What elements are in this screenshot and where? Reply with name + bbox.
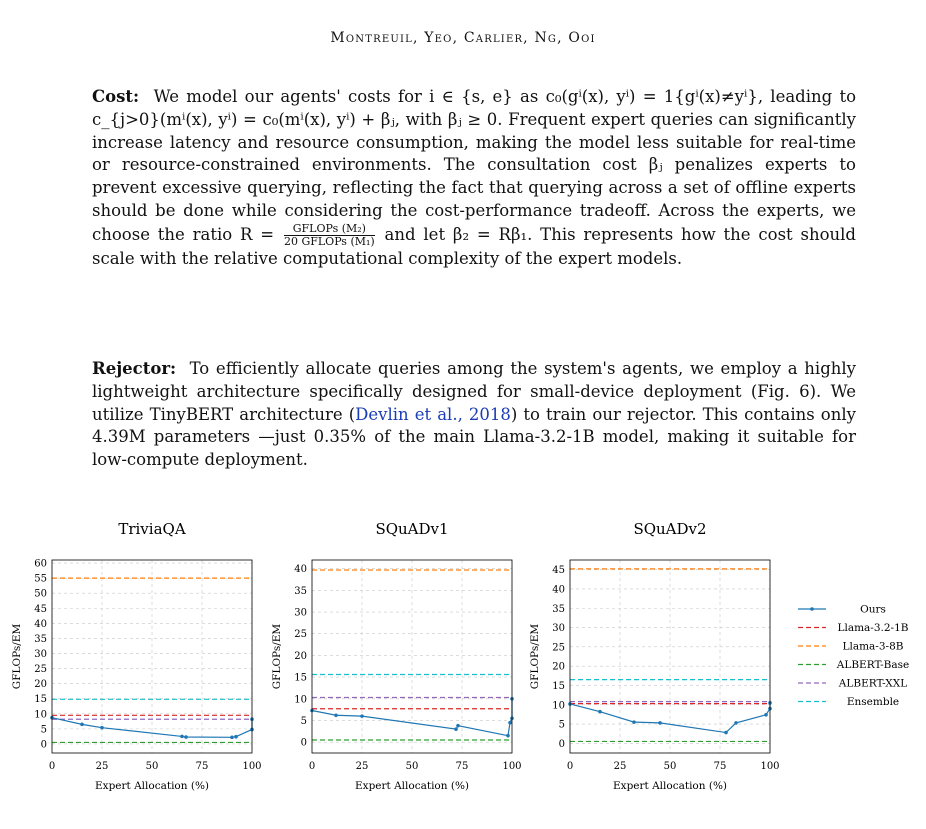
- data-point: [598, 710, 602, 714]
- y-tick-label: 25: [34, 664, 47, 676]
- chart-panel-2: [529, 520, 780, 792]
- x-tick-label: 0: [566, 761, 574, 772]
- y-tick-label: 20: [34, 679, 47, 691]
- y-tick-label: 10: [294, 694, 307, 706]
- cost-line2: c_{j>0}(mⁱ(x), yⁱ) = c₀(mⁱ(x), yⁱ) + βⱼ, with βⱼ ≥ 0. Frequent expert queries can significantly increase latency and resource consumption, making the model less suitable for real-time or resource-constrained environments. The consultation cost βⱼ penalizes experts to prevent excessive querying, reflecting the fact that querying across a set of offline experts should be done while considering the cost-performance tradeoff. Across the experts, we choose the: [92, 109, 856, 244]
- y-tick-label: 35: [294, 585, 307, 597]
- data-point: [456, 724, 460, 728]
- y-tick-label: 40: [294, 564, 307, 576]
- data-point: [454, 727, 458, 731]
- y-tick-label: 5: [558, 719, 565, 731]
- data-point: [724, 731, 728, 735]
- y-tick-label: 35: [552, 603, 565, 615]
- x-tick-label: 50: [663, 761, 677, 772]
- y-tick-label: 0: [558, 738, 565, 750]
- y-tick-label: 40: [34, 618, 47, 630]
- x-tick-label: 25: [95, 761, 109, 772]
- x-tick-label: 75: [713, 761, 727, 772]
- y-tick-label: 20: [552, 661, 565, 673]
- y-tick-label: 15: [552, 680, 565, 692]
- cost-paragraph: [92, 86, 856, 271]
- cost-line1: We model our agents' costs for i ∈ {s, e} as c₀(gⁱ(x), yⁱ) = 1{gⁱ(x)≠yⁱ}, leading to: [153, 87, 857, 106]
- data-point: [764, 713, 768, 717]
- ratio-prefix: ratio R =: [192, 224, 275, 244]
- y-tick-label: 10: [552, 700, 565, 712]
- chart-title: SQuADv1: [375, 520, 449, 538]
- legend-label: Ours: [860, 603, 886, 616]
- data-point: [100, 726, 104, 730]
- data-point: [508, 721, 512, 725]
- data-point: [506, 734, 510, 738]
- y-tick-label: 20: [294, 650, 307, 662]
- citation-link[interactable]: Devlin et al., 2018: [355, 404, 511, 424]
- ratio-suffix: and let β₂ = Rβ₁. This represents how the cost should scale with the relative computational complexity of the expert models.: [92, 224, 856, 268]
- data-point: [734, 721, 738, 725]
- y-tick-label: 35: [34, 633, 47, 645]
- fraction-denominator: 20 GFLOPs (M₁): [283, 234, 375, 248]
- chart-panel-1: [271, 520, 522, 792]
- data-point: [230, 736, 234, 740]
- x-tick-label: 75: [455, 761, 469, 772]
- data-point: [180, 735, 184, 739]
- x-tick-label: 0: [48, 761, 56, 772]
- y-axis-label: GFLOPs/EM: [529, 623, 541, 690]
- legend-marker: [810, 607, 814, 611]
- legend-label: Ensemble: [846, 696, 900, 708]
- y-tick-label: 25: [552, 642, 565, 654]
- figure-charts: [0, 512, 926, 822]
- y-tick-label: 55: [34, 573, 47, 585]
- y-axis-label: GFLOPs/EM: [11, 623, 23, 690]
- x-tick-label: 50: [145, 761, 159, 772]
- y-tick-label: 40: [552, 584, 565, 596]
- x-tick-label: 25: [355, 761, 369, 772]
- y-tick-label: 25: [294, 629, 307, 641]
- running-header: Montreuil, Yeo, Carlier, Ng, Ooi: [330, 30, 596, 46]
- data-point: [658, 721, 662, 725]
- y-tick-label: 15: [34, 694, 47, 706]
- legend-label: ALBERT-XXL: [838, 677, 908, 690]
- data-point: [632, 720, 636, 724]
- x-axis-label: Expert Allocation (%): [94, 780, 210, 792]
- y-tick-label: 30: [294, 607, 307, 619]
- y-tick-label: 15: [294, 672, 307, 684]
- y-tick-label: 50: [34, 588, 47, 600]
- x-tick-label: 100: [242, 761, 262, 772]
- y-tick-label: 30: [34, 648, 47, 660]
- x-tick-label: 75: [195, 761, 209, 772]
- rejector-text1: To efficiently allocate queries among the system's agents, we employ a highly lightweight architecture specifically designed for small-device deployment (Fig. 6). We utilize TinyBERT architecture (: [92, 359, 857, 424]
- data-point: [234, 735, 238, 739]
- y-tick-label: 45: [34, 603, 47, 615]
- chart-title: TriviaQA: [118, 520, 186, 538]
- legend-label: Llama-3-8B: [842, 640, 904, 653]
- x-tick-label: 0: [308, 761, 316, 772]
- x-axis-label: Expert Allocation (%): [612, 780, 728, 792]
- y-tick-label: 60: [34, 558, 47, 570]
- y-tick-label: 30: [552, 623, 565, 635]
- data-point: [334, 713, 338, 717]
- chart-title: SQuADv2: [633, 520, 707, 538]
- data-point: [360, 714, 364, 718]
- x-tick-label: 25: [613, 761, 627, 772]
- fraction-numerator: GFLOPs (M₂): [284, 223, 375, 236]
- ratio-fraction: [284, 223, 375, 248]
- chart-panel-0: [11, 520, 262, 792]
- y-axis-label: GFLOPs/EM: [271, 623, 283, 690]
- x-tick-label: 100: [502, 761, 522, 772]
- y-tick-label: 5: [300, 715, 307, 727]
- data-point: [184, 735, 188, 739]
- rejector-paragraph: [92, 358, 856, 472]
- legend-label: Llama-3.2-1B: [837, 622, 909, 634]
- chart-legend: [798, 604, 909, 709]
- legend-label: ALBERT-Base: [836, 659, 910, 671]
- y-tick-label: 10: [34, 709, 47, 721]
- y-tick-label: 0: [40, 739, 47, 751]
- x-axis-label: Expert Allocation (%): [354, 780, 470, 792]
- rejector-label: Rejector:: [92, 359, 177, 378]
- rejector-text2: ) to train our rejector. This contains only 4.39M parameters —just 0.35% of the main Llama-3.2-1B model, making it suitable for low-compute deployment.: [92, 404, 856, 470]
- y-tick-label: 0: [300, 737, 307, 749]
- data-point: [80, 723, 84, 727]
- y-tick-label: 45: [552, 565, 565, 577]
- cost-label: Cost:: [92, 87, 140, 106]
- y-tick-label: 5: [40, 724, 47, 736]
- x-tick-label: 100: [760, 761, 780, 772]
- x-tick-label: 50: [405, 761, 419, 772]
